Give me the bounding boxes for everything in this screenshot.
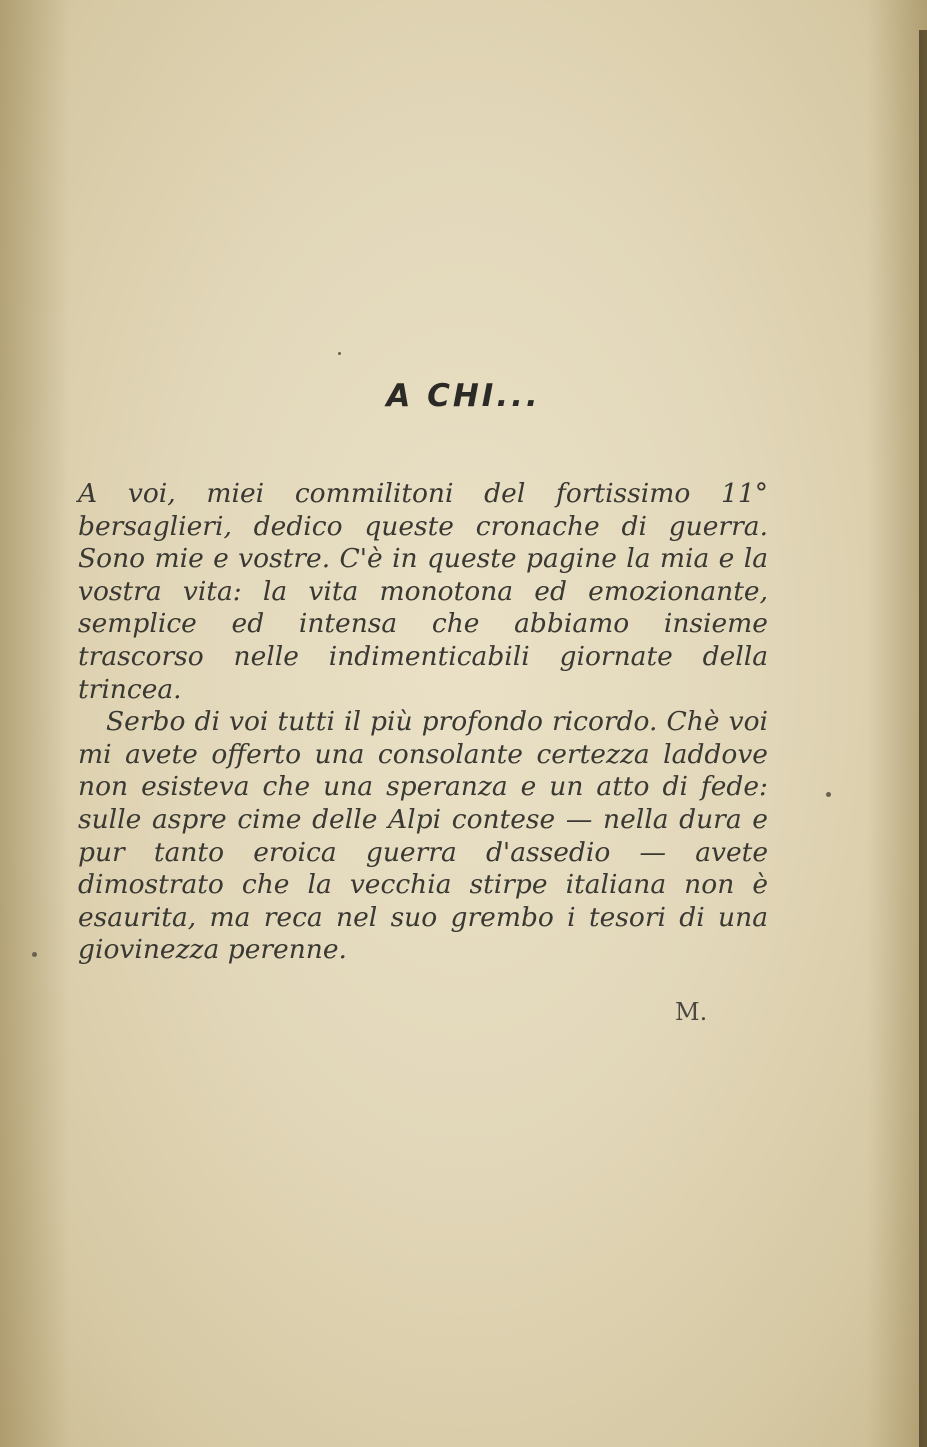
author-signature: M. bbox=[675, 998, 708, 1026]
print-speck bbox=[32, 952, 37, 957]
print-speck bbox=[338, 352, 341, 355]
dedication-heading: A CHI... bbox=[386, 378, 541, 414]
print-speck bbox=[826, 792, 831, 797]
dedication-paragraph-2: Serbo di voi tutti il più profondo ricordo. Chè voi mi avete offerto una consolante certezza laddove non esisteva che una speranza e un atto di fede: sulle aspre cime delle Alpi contese — nella dura e pur tanto eroica guerra d'assedio — avete dimostrato che la vecchia stirpe italiana non è esaurita, ma reca nel suo grembo i tesori di una giovinezza perenne. bbox=[78, 706, 768, 966]
page-edge-shadow bbox=[919, 30, 927, 1447]
dedication-text bbox=[78, 478, 768, 967]
dedication-paragraph-1: A voi, miei commilitoni del fortissimo 11° bersaglieri, dedico queste cronache di guerra. Sono mie e vostre. C'è in queste pagine la mia e la vostra vita: la vita monotona ed emozionante, semplice ed intensa che abbiamo insieme trascorso nelle indimenticabili giornate della trincea. bbox=[78, 478, 768, 705]
